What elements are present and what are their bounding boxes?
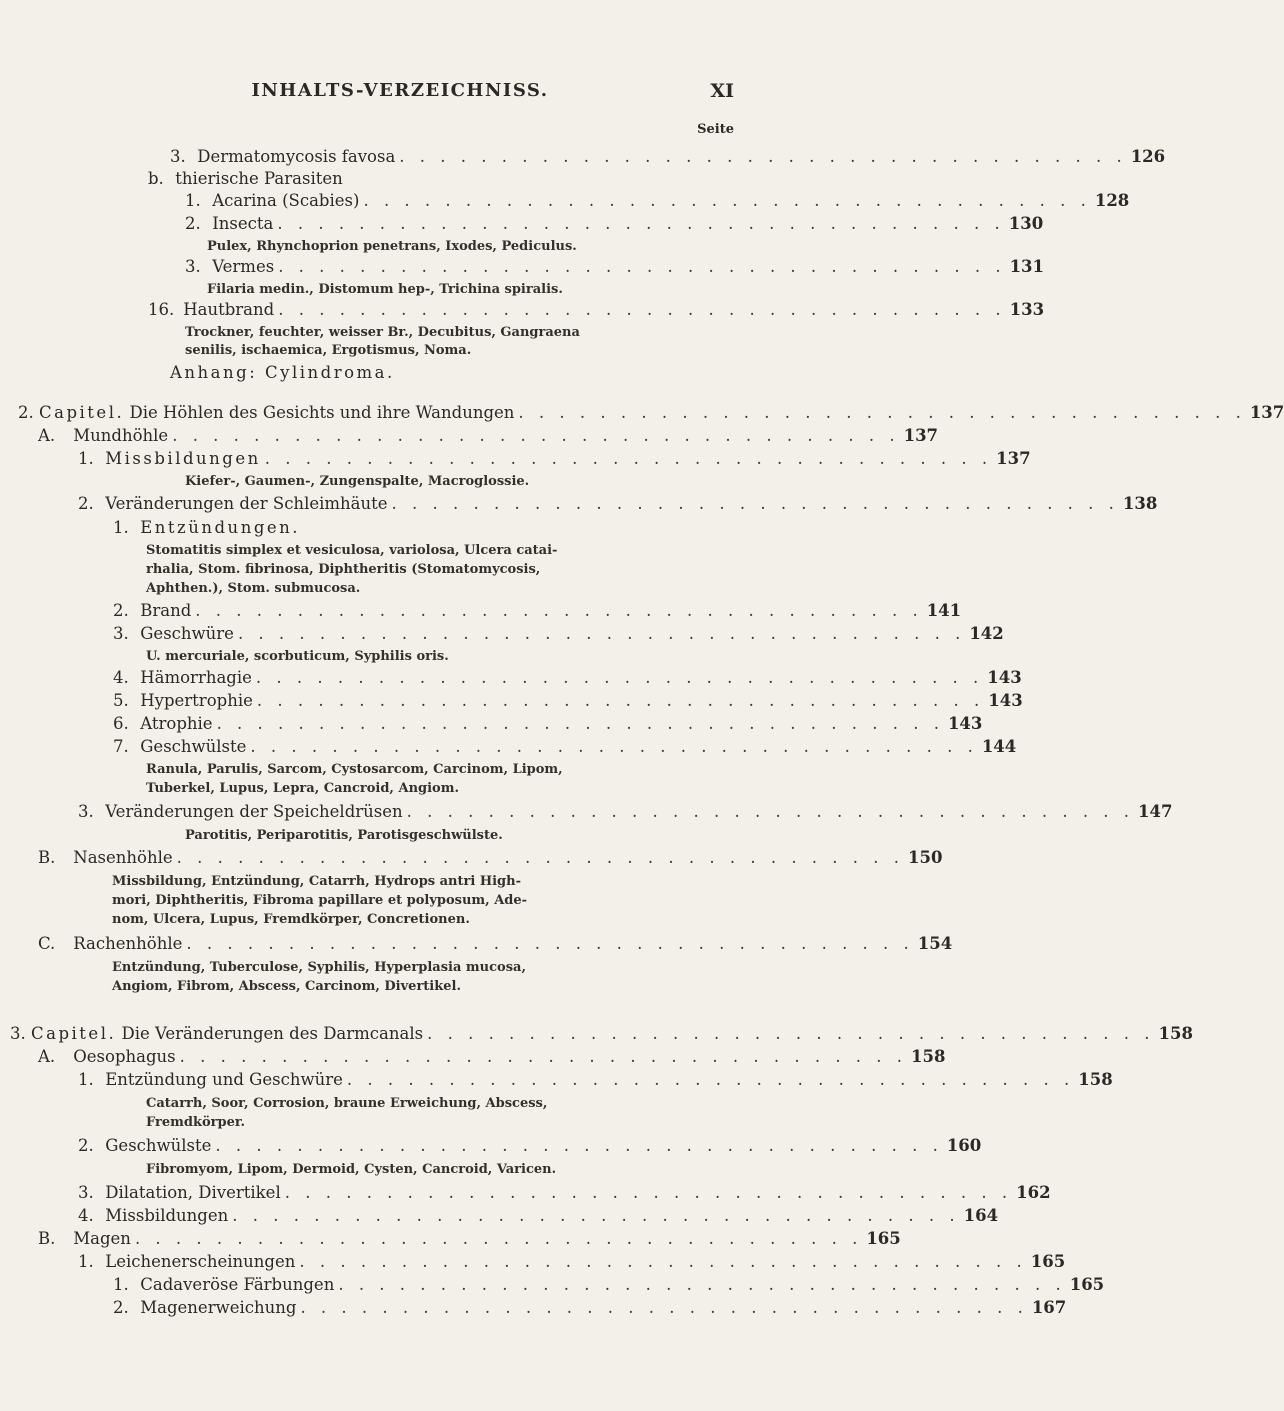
page-ref: 158 [911, 1047, 946, 1066]
toc-entry [113, 1297, 1067, 1319]
page-ref: 137 [903, 426, 939, 445]
entry-number: 7. [113, 737, 129, 756]
leader-dots: . . . . . . . . . . . . . . . . . . . . . . . . . . . . . . . . . . . . [216, 714, 944, 733]
leader-dots: . . . . . . . . . . . . . . . . . . . . . . . . . . . . . . . . . . . . [255, 668, 984, 687]
entry-title [170, 146, 395, 168]
entry-title: Geschwülste [140, 737, 247, 756]
toc-entry [148, 168, 343, 190]
leader-dots: . . . . . . . . . . . . . . . . . . . . . . . . . . . . . . . . . . . . [278, 300, 1006, 319]
entry-number: 6. [113, 714, 129, 733]
toc-entry [148, 299, 1045, 321]
entry-number: 4. [113, 668, 129, 687]
entry-number: 3. [185, 257, 201, 276]
leader-dots: . . . . . . . . . . . . . . . . . . . . . . . . . . . . . . . . . . . . [363, 191, 1091, 210]
running-head: INHALTS-VERZEICHNISS. [251, 80, 549, 101]
toc-subtopics: Pulex, Rhynchoprion penetrans, Ixodes, Pediculus. [207, 239, 577, 254]
leader-dots: . . . . . . . . . . . . . . . . . . . . . . . . . . . . . . . . . . . . [278, 257, 1006, 276]
leader-dots: . . . . . . . . . . . . . . . . . . . . . . . . . . . . . . . . . . . . [399, 147, 1127, 166]
page-ref: 133 [1009, 300, 1045, 319]
entry-title: Missbildungen [105, 449, 261, 468]
toc-subtopics: Aphthen.), Stom. submucosa. [146, 581, 361, 596]
entry-number: 1. [113, 1275, 129, 1294]
toc-subtopics: senilis, ischaemica, Ergotismus, Noma. [185, 343, 472, 358]
entry-title: Dilatation, Divertikel [105, 1183, 281, 1202]
entry-title [18, 402, 514, 424]
entry-title [10, 1023, 423, 1045]
page-ref: 143 [947, 714, 983, 733]
entry-title: Entzündung und Geschwüre [105, 1070, 343, 1089]
leader-dots: . . . . . . . . . . . . . . . . . . . . . . . . . . . . . . . . . . . . [179, 1047, 908, 1066]
entry-title: Veränderungen der Schleimhäute [105, 494, 388, 513]
toc-subtopics: Fremdkörper. [146, 1115, 246, 1130]
page-ref: 165 [866, 1229, 901, 1248]
entry-title: Dermatomycosis favosa [197, 147, 396, 166]
entry-title: Die Höhlen des Gesichts und ihre Wandungen [129, 403, 515, 422]
page-ref: 167 [1031, 1298, 1067, 1317]
toc-subtopics: Angiom, Fibrom, Abscess, Carcinom, Divertikel. [112, 979, 461, 994]
toc-entry [113, 600, 962, 622]
leader-dots: . . . . . . . . . . . . . . . . . . . . . . . . . . . . . . . . . . . . [299, 1252, 1027, 1271]
toc-chapter [18, 402, 1284, 424]
toc-subtopics: Filaria medin., Distomum hep-, Trichina spiralis. [207, 282, 563, 297]
page-ref: 128 [1094, 191, 1130, 210]
leader-dots: . . . . . . . . . . . . . . . . . . . . . . . . . . . . . . . . . . . . [338, 1275, 1066, 1294]
entry-title: Die Veränderungen des Darmcanals [121, 1024, 424, 1043]
entry-title: 2. [18, 403, 34, 422]
entry-title [113, 713, 213, 735]
toc-entry [113, 736, 1017, 758]
toc-entry [185, 213, 1044, 235]
entry-number: 2. [113, 1298, 129, 1317]
toc-entry [113, 517, 300, 539]
leader-dots: . . . . . . . . . . . . . . . . . . . . . . . . . . . . . . . . . . . . [264, 449, 993, 468]
entry-title: Geschwülste [105, 1136, 212, 1155]
page-ref: 131 [1009, 257, 1045, 276]
leader-dots: . . . . . . . . . . . . . . . . . . . . . . . . . . . . . . . . . . . . [195, 601, 923, 620]
entry-title [78, 801, 403, 823]
entry-title [38, 1046, 176, 1068]
entry-title [113, 600, 191, 622]
entry-number: 2. [113, 601, 129, 620]
entry-number: 1. [78, 1070, 94, 1089]
entry-title: Vermes [212, 257, 275, 276]
page-number: XI [710, 80, 734, 102]
entry-number: 4. [78, 1206, 94, 1225]
entry-number: 1. [78, 449, 94, 468]
entry-number: A. [38, 1047, 56, 1066]
entry-title: Magenerweichung [140, 1298, 297, 1317]
page-ref: 165 [1069, 1275, 1105, 1294]
page-ref: 154 [917, 934, 953, 953]
page-ref: 141 [926, 601, 962, 620]
entry-title [185, 190, 359, 212]
page-ref: 142 [969, 624, 1004, 643]
entry-title [113, 623, 234, 645]
entry-title [38, 425, 168, 447]
leader-dots: . . . . . . . . . . . . . . . . . . . . . . . . . . . . . . . . . . . . [427, 1024, 1155, 1043]
page-ref: 144 [981, 737, 1017, 756]
page-ref: 137 [1249, 403, 1284, 422]
entry-number: 1. [78, 1252, 94, 1271]
toc-subtopics: mori, Diphtheritis, Fibroma papillare et polyposum, Ade- [112, 893, 528, 908]
entry-title [78, 1182, 281, 1204]
leader-dots: . . . . . . . . . . . . . . . . . . . . . . . . . . . . . . . . . . . . [250, 737, 978, 756]
entry-title: Entzündungen. [140, 518, 301, 537]
leader-dots: . . . . . . . . . . . . . . . . . . . . . . . . . . . . . . . . . . . . [232, 1206, 960, 1225]
page-ref: 143 [988, 691, 1023, 710]
leader-dots: . . . . . . . . . . . . . . . . . . . . . . . . . . . . . . . . . . . . [186, 934, 914, 953]
entry-title: Cadaveröse Färbungen [140, 1275, 335, 1294]
toc-entry [38, 933, 953, 955]
toc-entry [78, 1182, 1051, 1204]
entry-title [148, 168, 343, 190]
toc-entry [185, 256, 1045, 278]
entry-title: Hypertrophie [140, 691, 253, 710]
toc-subtopics: U. mercuriale, scorbuticum, Syphilis oris. [146, 649, 449, 664]
entry-number: 2. [78, 1136, 94, 1155]
leader-dots: . . . . . . . . . . . . . . . . . . . . . . . . . . . . . . . . . . . . [176, 848, 905, 867]
entry-title: Hautbrand [183, 300, 275, 319]
toc-entry [78, 1135, 982, 1157]
page-column-label: Seite [697, 122, 734, 137]
entry-title [38, 847, 173, 869]
toc-entry [38, 847, 943, 869]
entry-title [185, 256, 274, 278]
entry-number: 3. [113, 624, 129, 643]
entry-title: Hämorrhagie [140, 668, 252, 687]
leader-dots: . . . . . . . . . . . . . . . . . . . . . . . . . . . . . . . . . . . . [134, 1229, 863, 1248]
entry-title: Missbildungen [105, 1206, 229, 1225]
leader-dots: . . . . . . . . . . . . . . . . . . . . . . . . . . . . . . . . . . . . [518, 403, 1246, 422]
toc-entry [78, 801, 1173, 823]
page-ref: 143 [987, 668, 1022, 687]
entry-title: Leichenerscheinungen [105, 1252, 296, 1271]
entry-title: 3. [10, 1024, 26, 1043]
toc-subtopics: Entzündung, Tuberculose, Syphilis, Hyperplasia mucosa, [112, 960, 526, 975]
entry-title [78, 1251, 295, 1273]
toc-entry [113, 667, 1022, 689]
leader-dots: . . . . . . . . . . . . . . . . . . . . . . . . . . . . . . . . . . . . [300, 1298, 1028, 1317]
toc-subtopics: Stomatitis simplex et vesiculosa, variolosa, Ulcera catai- [146, 543, 558, 558]
entry-title [38, 933, 182, 955]
entry-title: Magen [73, 1229, 131, 1248]
toc-entry-appendix: Anhang: Cylindroma. [170, 363, 395, 382]
entry-title [113, 1297, 296, 1319]
leader-dots: . . . . . . . . . . . . . . . . . . . . . . . . . . . . . . . . . . . . [237, 624, 966, 643]
toc-entry [78, 493, 1158, 515]
entry-title: Veränderungen der Speicheldrüsen [105, 802, 403, 821]
entry-title: Mundhöhle [73, 426, 169, 445]
leader-dots: . . . . . . . . . . . . . . . . . . . . . . . . . . . . . . . . . . . . [277, 214, 1005, 233]
toc-subtopics: Trockner, feuchter, weisser Br., Decubitus, Gangraena [185, 325, 580, 340]
page-ref: 126 [1130, 147, 1166, 166]
page-ref: 165 [1030, 1252, 1066, 1271]
entry-number: B. [38, 1229, 56, 1248]
entry-title [78, 493, 388, 515]
toc-entry [78, 1251, 1066, 1273]
entry-number: 1. [113, 518, 129, 537]
toc-subtopics: Ranula, Parulis, Sarcom, Cystosarcom, Carcinom, Lipom, [146, 762, 563, 777]
entry-title [78, 448, 261, 470]
toc-subtopics: Kiefer-, Gaumen-, Zungenspalte, Macroglossie. [185, 474, 530, 489]
entry-number: 2. [185, 214, 201, 233]
entry-title: Brand [140, 601, 192, 620]
page-ref: 164 [963, 1206, 999, 1225]
toc-chapter [10, 1023, 1193, 1045]
entry-title [113, 736, 246, 758]
toc-entry [113, 1274, 1105, 1296]
page-ref: 158 [1078, 1070, 1113, 1089]
page-ref: 138 [1122, 494, 1158, 513]
toc-entry [170, 146, 1166, 168]
toc-entry [38, 1228, 901, 1250]
entry-number: B. [38, 848, 56, 867]
toc-subtopics: Tuberkel, Lupus, Lepra, Cancroid, Angiom. [146, 781, 459, 796]
entry-number: b. [148, 169, 164, 188]
entry-title [185, 213, 273, 235]
entry-title: Rachenhöhle [73, 934, 183, 953]
entry-title [113, 1274, 334, 1296]
leader-dots: . . . . . . . . . . . . . . . . . . . . . . . . . . . . . . . . . . . . [256, 691, 985, 710]
entry-number: 3. [170, 147, 186, 166]
page-ref: 137 [996, 449, 1031, 468]
toc-entry [38, 1046, 946, 1068]
entry-title: Capitel. [31, 1024, 117, 1043]
leader-dots: . . . . . . . . . . . . . . . . . . . . . . . . . . . . . . . . . . . . [346, 1070, 1075, 1089]
entry-number: 1. [185, 191, 201, 210]
leader-dots: . . . . . . . . . . . . . . . . . . . . . . . . . . . . . . . . . . . . [284, 1183, 1013, 1202]
toc-entry [38, 425, 939, 447]
entry-title: Insecta [212, 214, 274, 233]
leader-dots: . . . . . . . . . . . . . . . . . . . . . . . . . . . . . . . . . . . . [406, 802, 1135, 821]
entry-title [113, 667, 252, 689]
page-ref: 158 [1158, 1024, 1193, 1043]
leader-dots: . . . . . . . . . . . . . . . . . . . . . . . . . . . . . . . . . . . . [391, 494, 1119, 513]
entry-title [148, 299, 274, 321]
page-ref: 147 [1138, 802, 1173, 821]
entry-title: Oesophagus [73, 1047, 176, 1066]
entry-title: Acarina (Scabies) [212, 191, 360, 210]
entry-number: A. [38, 426, 56, 445]
toc-entry [78, 1205, 999, 1227]
entry-title: Atrophie [140, 714, 213, 733]
toc-entry [113, 713, 983, 735]
entry-number: 3. [78, 1183, 94, 1202]
entry-number: C. [38, 934, 56, 953]
toc-entry [78, 1069, 1113, 1091]
entry-number: 16. [148, 300, 175, 319]
toc-subtopics: Fibromyom, Lipom, Dermoid, Cysten, Cancroid, Varicen. [146, 1162, 557, 1177]
entry-title: thierische Parasiten [175, 169, 343, 188]
toc-entry [78, 448, 1031, 470]
page-ref: 162 [1016, 1183, 1051, 1202]
leader-dots: . . . . . . . . . . . . . . . . . . . . . . . . . . . . . . . . . . . . [172, 426, 900, 445]
toc-subtopics: Missbildung, Entzündung, Catarrh, Hydrops antri High- [112, 874, 521, 889]
page-ref: 130 [1008, 214, 1044, 233]
entry-number: 2. [78, 494, 94, 513]
page-ref: 160 [946, 1136, 982, 1155]
toc-subtopics: Catarrh, Soor, Corrosion, braune Erweichung, Abscess, [146, 1096, 548, 1111]
toc-entry [113, 623, 1004, 645]
entry-number: 5. [113, 691, 129, 710]
leader-dots: . . . . . . . . . . . . . . . . . . . . . . . . . . . . . . . . . . . . [215, 1136, 943, 1155]
toc-subtopics: nom, Ulcera, Lupus, Fremdkörper, Concretionen. [112, 912, 470, 927]
toc-entry [113, 690, 1023, 712]
entry-title: Capitel. [39, 403, 125, 422]
entry-title: Nasenhöhle [73, 848, 173, 867]
entry-title [78, 1069, 343, 1091]
page-ref: 150 [908, 848, 943, 867]
toc-subtopics: rhalia, Stom. fibrinosa, Diphtheritis (Stomatomycosis, [146, 562, 541, 577]
entry-number: 3. [78, 802, 94, 821]
entry-title: Geschwüre [140, 624, 234, 643]
entry-title [78, 1205, 228, 1227]
entry-title [113, 690, 253, 712]
toc-subtopics: Parotitis, Periparotitis, Parotisgeschwülste. [185, 828, 503, 843]
entry-title [78, 1135, 211, 1157]
page-header [0, 80, 800, 110]
entry-title [113, 517, 300, 539]
entry-title [38, 1228, 131, 1250]
toc-entry [185, 190, 1130, 212]
